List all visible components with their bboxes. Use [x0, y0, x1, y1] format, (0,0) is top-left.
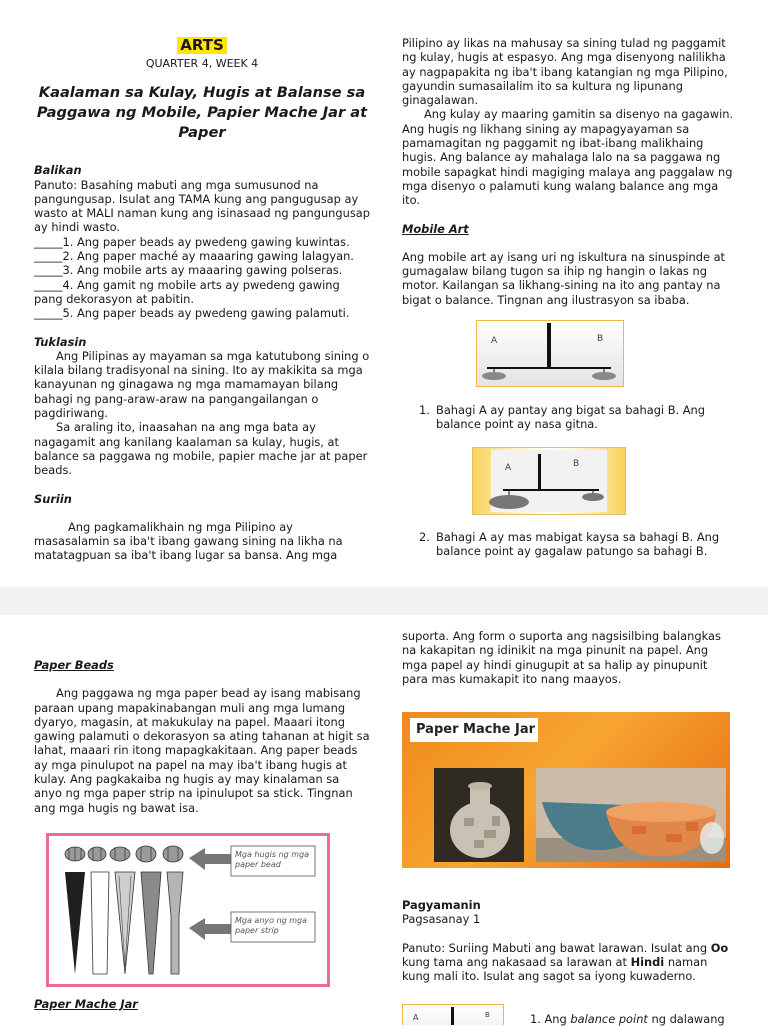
paper-bead-shapes-label: Mga hugis ng mga paper bead	[235, 850, 310, 869]
balance-equal-illustration	[477, 321, 623, 386]
pagsasanay-label: Pagsasanay 1	[402, 912, 481, 927]
page-title: Kaalaman sa Kulay, Hugis at Balanse sa Paggawa ng Mobile, Papier Mache Jar at Paper	[36, 84, 368, 142]
balance-figure-equal	[476, 320, 624, 387]
label-a-2: A	[505, 463, 512, 473]
balance-unequal-illustration	[473, 448, 625, 514]
balance-item-2: 2. Bahagi A ay mas mabigat kaysa sa bahagi B. Ang balance point ay gagalaw patungo sa bahagi B.	[419, 530, 720, 559]
right-paragraph-2: Ang kulay ay maaring gamitin sa disenyo na gagawin. Ang hugis ng likhang sining ay mapagyayaman sa pamamagitan ng paggamit ng ibat-ibang malikhaing hugis. Ang balance ay mahalaga lalo na sa paggawa ng mobile sapagkat hindi magiging malaya ang paggalaw ng mga disenyo o palamuti kung walang balance ang mga ito.	[402, 107, 734, 208]
balikan-heading: Balikan	[34, 163, 82, 178]
paper-mache-banner-title: Paper Mache Jar	[410, 718, 538, 742]
paper-mache-heading: Paper Mache Jar	[34, 997, 138, 1011]
suriin-heading: Suriin	[34, 491, 72, 506]
pagyamanin-heading: Pagyamanin	[402, 898, 481, 912]
right-paragraph-1: Pilipino ay likas na mahusay sa sining tulad ng paggamit ng kulay, hugis at espasyo. Ang mga disenyong nalilikha ay nagpapakita ng iba't ibang katangian ng mga Pilipino, gayundin sumasailalim ito sa kultura ng lipunang ginagalawan.	[402, 36, 728, 108]
mobile-art-paragraph: Ang mobile art ay isang uri ng iskultura na sinuspinde at gumagalaw bilang tugon sa ihip ng hangin o lakas ng motor. Kailangan sa likhang-sining na ito ang pantay na bigat o balance. Tingnan ang ilustrasyon sa ibaba.	[402, 249, 726, 307]
paper-beads-figure	[46, 833, 330, 987]
page-separator	[0, 587, 768, 615]
paper-beads-heading: Paper Beads	[34, 658, 114, 672]
balikan-item-5: _____5. Ang paper beads ay pwedeng gawing palamuti.	[34, 306, 350, 321]
balikan-instructions: Panuto: Basahing mabuti ang mga sumusunod na pangungusap. Isulat ang TAMA kung ang pangugusap ay wasto at MALI naman kung ang isinasaad ng pangungusap ay hindi wasto.	[34, 177, 370, 235]
mobile-art-heading: Mobile Art	[402, 221, 469, 236]
left-column-page2	[34, 658, 370, 815]
tuklasin-paragraph-1: Ang Pilipinas ay mayaman sa mga katutubong sining o kilala bilang tradisyonal na sining. Ito ay makikita sa mga kanayunan ng ginagawa ng mga mamamayan bilang bahagi ng pang-araw-araw na pangangailangan o pagdiriwang.	[34, 348, 370, 421]
paper-strip-forms-label: Mga anyo ng mga paper strip	[235, 916, 308, 935]
right-column-page2	[402, 629, 734, 686]
pagyamanin-instructions: Panuto: Suriing Mabuti ang bawat larawan. Isulat ang Oo kung tama ang nakasaad sa larawan at Hindi naman kung mali ito. Isulat ang sagot sa iyong kuwaderno.	[402, 940, 729, 984]
tuklasin-heading: Tuklasin	[34, 334, 87, 349]
exercise-item-1: 1. Ang balance point ng dalawang	[530, 1012, 725, 1026]
paper-beads-paragraph: Ang paggawa ng mga paper bead ay isang mabisang paraan upang mapakinabangan muli ang mga lumang dyaryo, magasin, at makukulay na papel. Maaari itong gawing palamuti o dekorasyon sa ating tahanan at higit sa lahat, maaari rin itong mapagkakitaan. Ang paper beads ay mga pinulupot na papel na may iba't ibang hugis at kulay. Ang pagkakaiba ng hugis ay may kinalaman sa anyo ng mga paper strip na ipinulupot sa stick. Tingnan ang mga hugis ng bawat isa.	[34, 686, 370, 815]
arts-badge: ARTS	[177, 37, 227, 54]
paper-mache-banner	[402, 712, 730, 868]
suriin-paragraph: Ang pagkamalikhain ng mga Pilipino ay masasalamin sa iba't ibang gawang sining na likha na matatagpuan sa iba't ibang lugar sa bansa. Ang mga	[34, 519, 343, 563]
balance-item-1: 1. Bahagi A ay pantay ang bigat sa bahagi B. Ang balance point ay nasa gitna.	[419, 403, 706, 432]
left-column-page1	[34, 37, 370, 563]
right-column-page1	[402, 36, 734, 307]
support-paragraph: suporta. Ang form o suporta ang nagsisilbing balangkas na kakapitan ng idinikit na mga pinunit na papel. Ang mga papel ay hindi ginugupit at sa halip ay pinupunit para mas kumakapit ito nang maayos.	[402, 629, 721, 686]
exercise-balance-figure	[402, 1004, 504, 1025]
balance-list-1	[402, 403, 734, 432]
label-b: B	[597, 334, 604, 344]
balance-list-2	[402, 530, 734, 559]
paper-mache-bowls-photo	[536, 768, 726, 862]
exercise-label-a: A	[413, 1013, 419, 1022]
balance-figure-unequal	[472, 447, 626, 515]
label-b-2: B	[573, 459, 580, 469]
quarter-week: QUARTER 4, WEEK 4	[145, 57, 259, 70]
balikan-item-4: _____4. Ang gamit ng mobile arts ay pwedeng gawing pang dekorasyon at pabitin.	[34, 277, 340, 306]
exercise-label-b: B	[485, 1011, 490, 1019]
balikan-item-2: _____2. Ang paper maché ay maaaring gawing lalagyan.	[34, 249, 354, 264]
balikan-item-3: _____3. Ang mobile arts ay maaaring gawing polseras.	[34, 263, 343, 278]
paper-mache-section	[34, 997, 370, 1011]
tuklasin-paragraph-2: Sa araling ito, inaasahan na ang mga bata ay nagagamit ang kanilang kaalaman sa kulay, hugis, at balance sa paggawa ng mobile, papier mache jar at paper beads.	[34, 420, 368, 478]
balikan-item-1: _____1. Ang paper beads ay pwedeng gawing kuwintas.	[34, 234, 350, 249]
paper-mache-vase-photo	[434, 768, 524, 862]
label-a: A	[491, 336, 498, 346]
pagyamanin-section	[402, 898, 734, 983]
